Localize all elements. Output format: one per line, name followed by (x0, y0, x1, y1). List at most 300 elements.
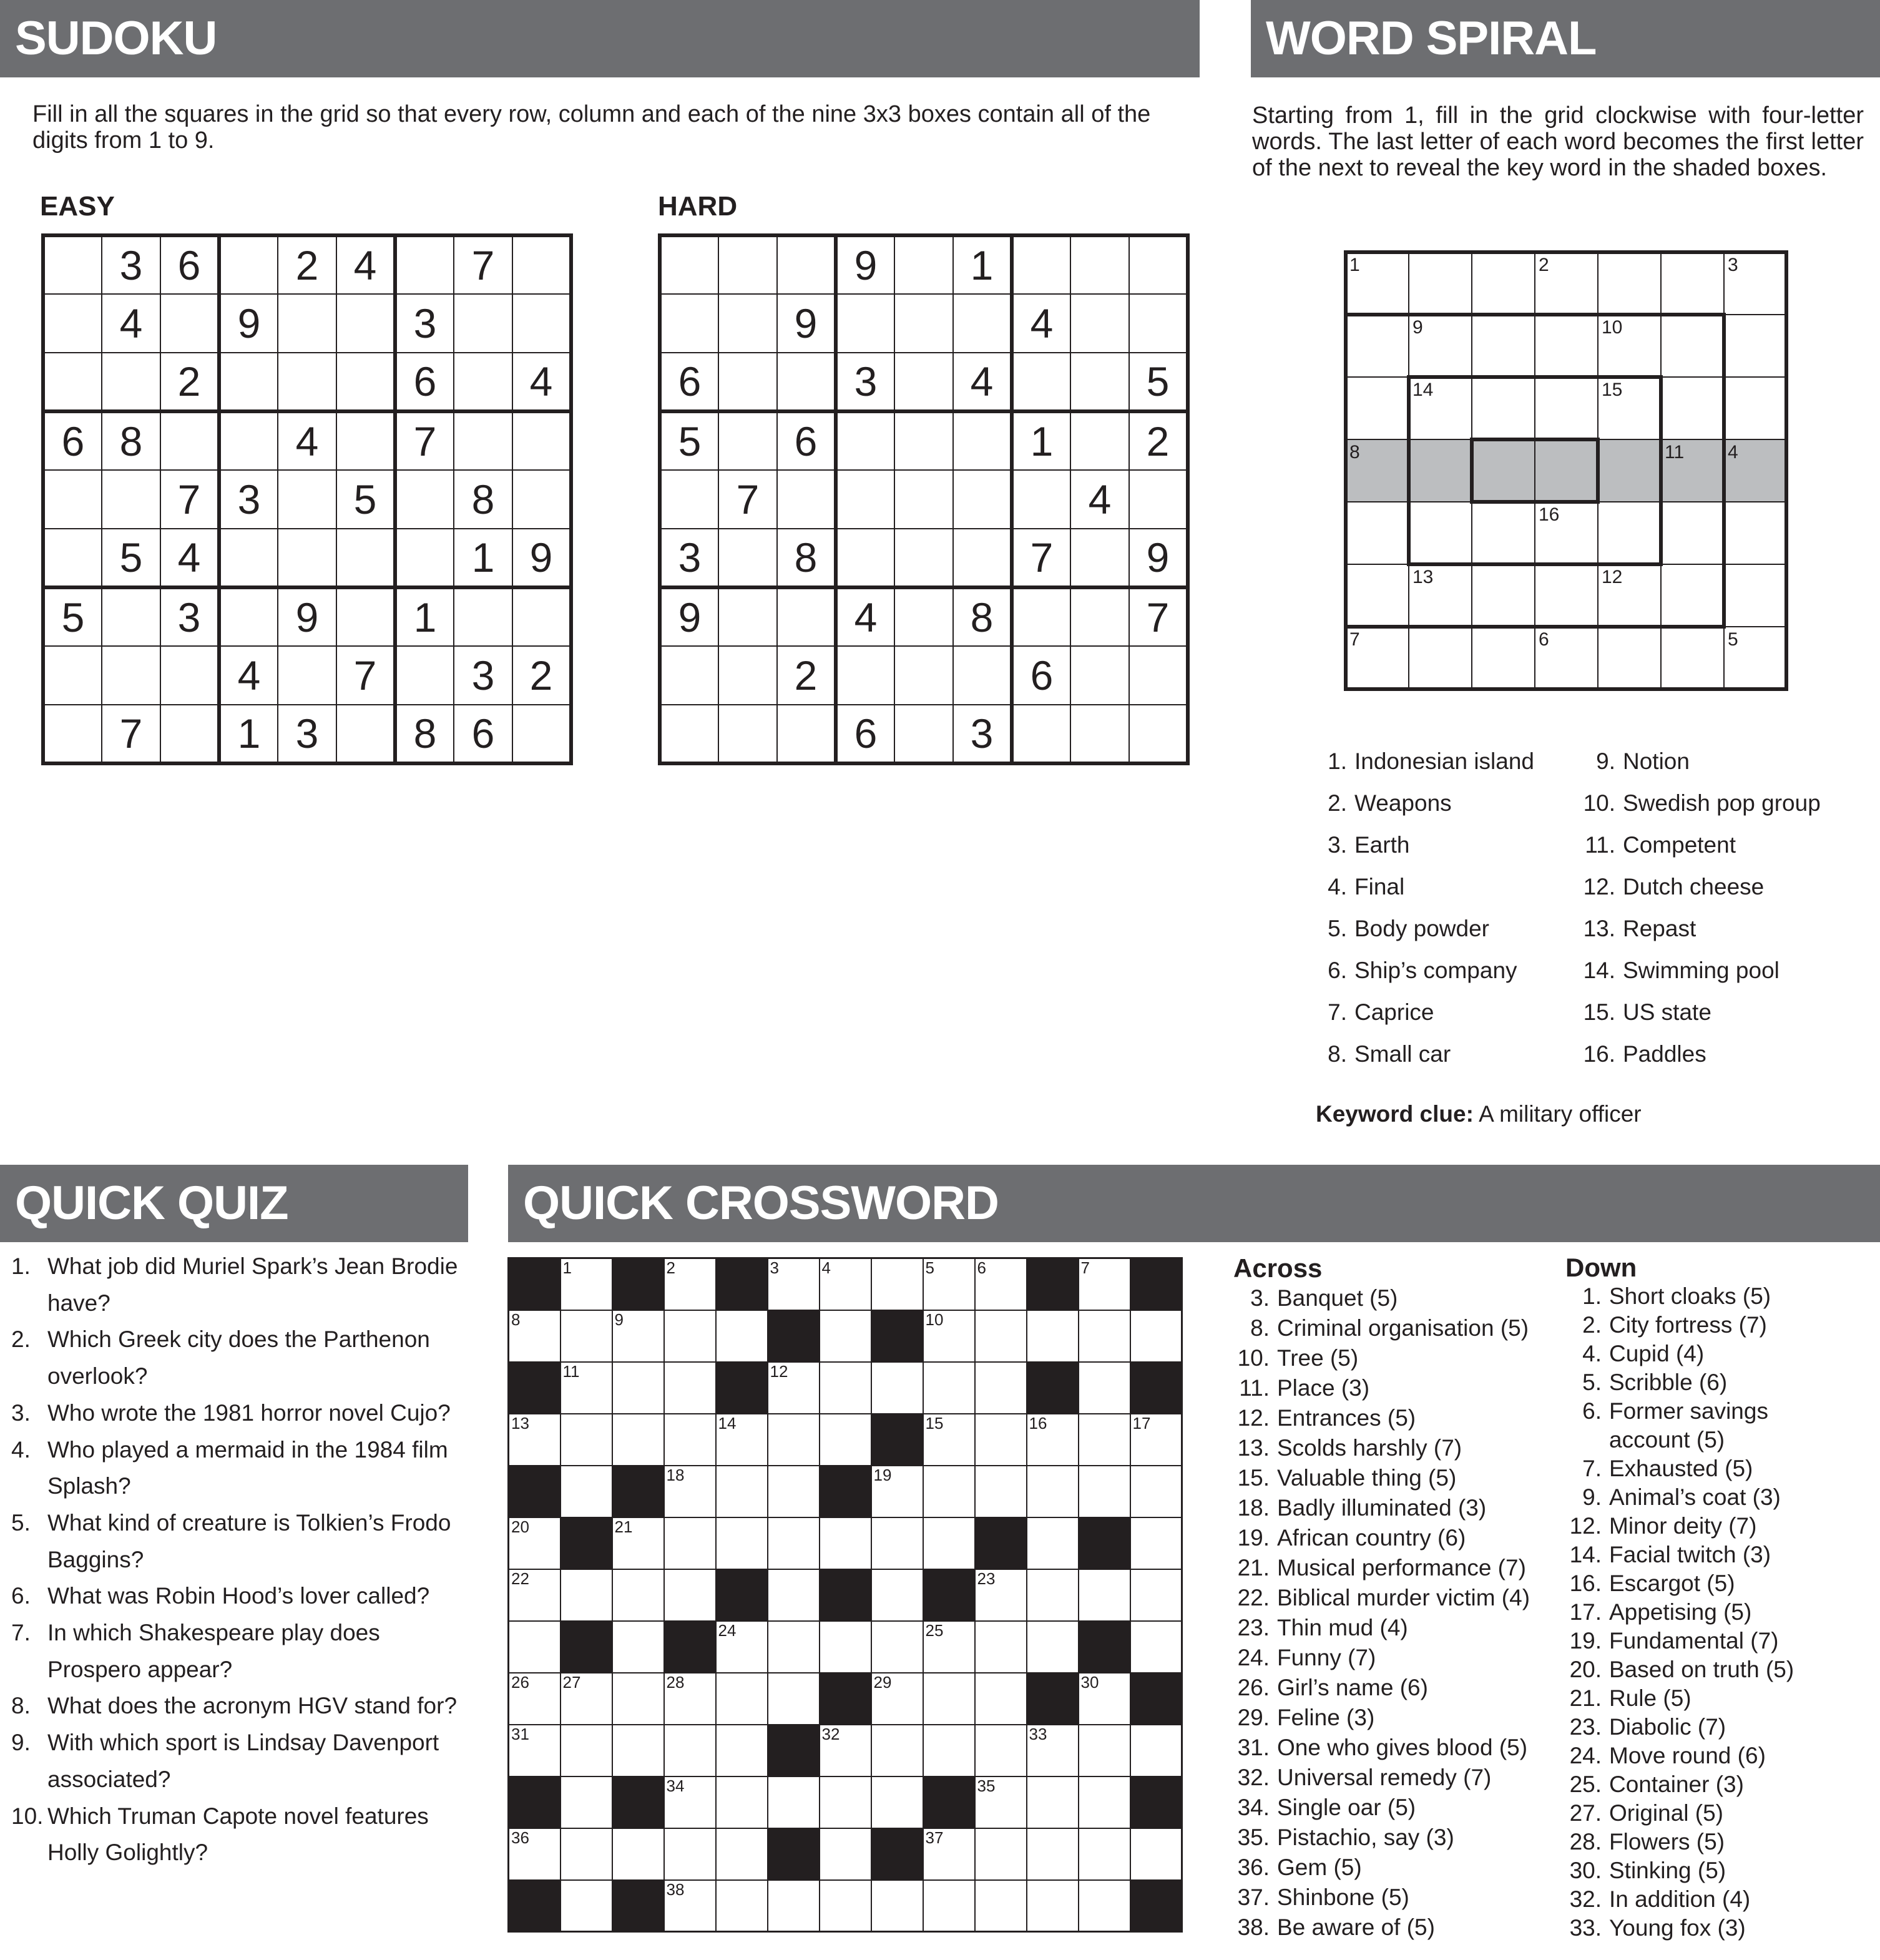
crossword-cell[interactable] (1130, 1466, 1182, 1517)
sudoku-cell[interactable]: 3 (160, 587, 219, 646)
sudoku-cell[interactable] (660, 294, 718, 353)
sudoku-cell[interactable]: 6 (777, 411, 836, 470)
crossword-cell[interactable] (1079, 1258, 1130, 1310)
sudoku-cell[interactable]: 3 (395, 294, 454, 353)
crossword-cell[interactable] (509, 1414, 561, 1466)
sudoku-cell[interactable] (836, 411, 894, 470)
crossword-cell[interactable] (820, 1258, 871, 1310)
sudoku-cell[interactable] (1070, 411, 1129, 470)
sudoku-cell[interactable] (1070, 294, 1129, 353)
crossword-cell[interactable] (1130, 1725, 1182, 1776)
crossword-cell[interactable] (1079, 1414, 1130, 1466)
crossword-cell[interactable] (923, 1725, 975, 1776)
crossword-cell[interactable] (975, 1362, 1027, 1414)
crossword-cell[interactable] (871, 1621, 923, 1673)
crossword-cell[interactable] (561, 1673, 612, 1725)
sudoku-cell[interactable] (219, 529, 278, 587)
crossword-cell[interactable] (612, 1569, 664, 1621)
sudoku-cell[interactable] (454, 353, 512, 411)
crossword-cell[interactable] (1027, 1466, 1079, 1517)
crossword-cell[interactable] (509, 1828, 561, 1880)
crossword-cell[interactable] (1027, 1725, 1079, 1776)
sudoku-cell[interactable]: 1 (219, 705, 278, 763)
crossword-cell[interactable] (820, 1414, 871, 1466)
crossword-cell[interactable] (975, 1621, 1027, 1673)
crossword-cell[interactable] (768, 1362, 820, 1414)
sudoku-cell[interactable]: 4 (336, 235, 395, 294)
sudoku-cell[interactable] (953, 411, 1012, 470)
sudoku-cell[interactable]: 3 (836, 353, 894, 411)
sudoku-cell[interactable]: 7 (395, 411, 454, 470)
crossword-cell[interactable] (664, 1776, 716, 1828)
crossword-cell[interactable] (561, 1466, 612, 1517)
crossword-cell[interactable] (612, 1725, 664, 1776)
crossword-cell[interactable] (612, 1517, 664, 1569)
down-clue (1565, 1914, 1828, 1943)
sudoku-cell[interactable] (395, 646, 454, 705)
sudoku-cell[interactable] (1129, 470, 1188, 529)
sudoku-cell[interactable] (336, 529, 395, 587)
sudoku-cell[interactable] (836, 470, 894, 529)
sudoku-cell[interactable]: 8 (953, 587, 1012, 646)
crossword-cell[interactable] (664, 1414, 716, 1466)
sudoku-cell[interactable] (160, 294, 219, 353)
sudoku-cell[interactable] (395, 235, 454, 294)
crossword-cell[interactable] (975, 1310, 1027, 1362)
crossword-cell[interactable] (975, 1673, 1027, 1725)
sudoku-cell[interactable]: 1 (395, 587, 454, 646)
sudoku-cell[interactable]: 2 (512, 646, 571, 705)
sudoku-cell[interactable]: 1 (1012, 411, 1070, 470)
crossword-cell[interactable] (664, 1310, 716, 1362)
sudoku-cell[interactable] (102, 470, 160, 529)
sudoku-cell[interactable]: 3 (454, 646, 512, 705)
sudoku-cell[interactable] (395, 470, 454, 529)
sudoku-cell[interactable] (102, 587, 160, 646)
crossword-cell[interactable] (923, 1621, 975, 1673)
crossword-cell[interactable] (871, 1776, 923, 1828)
crossword-cell[interactable] (768, 1776, 820, 1828)
sudoku-cell[interactable] (660, 646, 718, 705)
sudoku-cell[interactable] (1070, 235, 1129, 294)
sudoku-cell[interactable] (336, 705, 395, 763)
sudoku-cell[interactable] (219, 353, 278, 411)
sudoku-cell[interactable] (43, 294, 102, 353)
sudoku-cell[interactable] (219, 587, 278, 646)
crossword-cell[interactable] (1130, 1517, 1182, 1569)
crossword-cell[interactable] (664, 1725, 716, 1776)
sudoku-cell[interactable]: 7 (102, 705, 160, 763)
sudoku-cell[interactable]: 2 (777, 646, 836, 705)
crossword-cell[interactable] (975, 1725, 1027, 1776)
crossword-cell[interactable] (923, 1258, 975, 1310)
sudoku-cell[interactable]: 5 (43, 587, 102, 646)
sudoku-cell[interactable]: 6 (43, 411, 102, 470)
crossword-cell[interactable] (1027, 1569, 1079, 1621)
sudoku-cell[interactable]: 9 (278, 587, 336, 646)
crossword-cell[interactable] (1027, 1828, 1079, 1880)
sudoku-cell[interactable] (43, 705, 102, 763)
crossword-cell[interactable] (509, 1569, 561, 1621)
crossword-cell[interactable] (1027, 1880, 1079, 1932)
crossword-cell[interactable] (923, 1673, 975, 1725)
sudoku-cell[interactable]: 1 (454, 529, 512, 587)
sudoku-cell[interactable]: 9 (1129, 529, 1188, 587)
crossword-cell[interactable] (561, 1828, 612, 1880)
sudoku-cell[interactable] (660, 470, 718, 529)
sudoku-cell[interactable]: 9 (777, 294, 836, 353)
crossword-cell[interactable] (716, 1725, 768, 1776)
crossword-cell[interactable] (612, 1414, 664, 1466)
sudoku-cell[interactable]: 7 (1012, 529, 1070, 587)
sudoku-cell[interactable] (718, 705, 777, 763)
crossword-cell[interactable] (923, 1828, 975, 1880)
sudoku-cell[interactable]: 7 (718, 470, 777, 529)
sudoku-cell[interactable]: 6 (454, 705, 512, 763)
crossword-cell[interactable] (664, 1517, 716, 1569)
sudoku-cell[interactable] (777, 353, 836, 411)
crossword-cell[interactable] (561, 1362, 612, 1414)
crossword-cell[interactable] (1027, 1517, 1079, 1569)
sudoku-cell[interactable] (894, 470, 953, 529)
crossword-cell[interactable] (1027, 1310, 1079, 1362)
crossword-cell[interactable] (975, 1569, 1027, 1621)
crossword-cell[interactable] (768, 1466, 820, 1517)
sudoku-cell[interactable] (894, 353, 953, 411)
sudoku-cell[interactable] (1012, 470, 1070, 529)
sudoku-cell[interactable] (894, 529, 953, 587)
sudoku-cell[interactable] (512, 705, 571, 763)
sudoku-cell[interactable] (718, 411, 777, 470)
crossword-cell[interactable] (768, 1569, 820, 1621)
sudoku-cell[interactable] (1070, 353, 1129, 411)
across-clue (1233, 1553, 1530, 1583)
crossword-cell[interactable] (612, 1621, 664, 1673)
sudoku-cell[interactable] (660, 235, 718, 294)
crossword-cell[interactable] (664, 1880, 716, 1932)
sudoku-cell[interactable] (102, 646, 160, 705)
sudoku-cell[interactable]: 8 (102, 411, 160, 470)
clue-number-label: 21 (614, 1517, 633, 1536)
sudoku-cell[interactable] (1012, 705, 1070, 763)
sudoku-cell[interactable] (1129, 294, 1188, 353)
crossword-cell[interactable] (612, 1310, 664, 1362)
crossword-cell[interactable] (768, 1258, 820, 1310)
sudoku-cell[interactable]: 2 (278, 235, 336, 294)
crossword-cell[interactable] (716, 1776, 768, 1828)
sudoku-cell[interactable]: 7 (454, 235, 512, 294)
sudoku-cell[interactable] (43, 235, 102, 294)
sudoku-cell[interactable]: 4 (1012, 294, 1070, 353)
crossword-cell[interactable] (1079, 1310, 1130, 1362)
sudoku-cell[interactable]: 6 (836, 705, 894, 763)
crossword-cell[interactable] (820, 1725, 871, 1776)
sudoku-cell[interactable]: 9 (512, 529, 571, 587)
sudoku-cell[interactable] (336, 587, 395, 646)
sudoku-cell[interactable] (102, 353, 160, 411)
sudoku-cell[interactable]: 9 (836, 235, 894, 294)
sudoku-cell[interactable] (512, 235, 571, 294)
sudoku-cell[interactable]: 3 (219, 470, 278, 529)
sudoku-cell[interactable] (512, 470, 571, 529)
crossword-cell[interactable] (1079, 1466, 1130, 1517)
sudoku-cell[interactable] (718, 587, 777, 646)
sudoku-cell[interactable] (777, 587, 836, 646)
sudoku-cell[interactable]: 4 (512, 353, 571, 411)
crossword-cell[interactable] (664, 1466, 716, 1517)
crossword-cell[interactable] (820, 1828, 871, 1880)
crossword-cell[interactable] (716, 1466, 768, 1517)
crossword-cell[interactable] (1079, 1725, 1130, 1776)
sudoku-cell[interactable]: 4 (1070, 470, 1129, 529)
sudoku-cell[interactable] (777, 470, 836, 529)
sudoku-cell[interactable]: 9 (219, 294, 278, 353)
sudoku-cell[interactable] (336, 353, 395, 411)
sudoku-cell[interactable] (894, 646, 953, 705)
sudoku-cell[interactable] (1129, 646, 1188, 705)
sudoku-cell[interactable]: 7 (336, 646, 395, 705)
sudoku-cell[interactable] (512, 294, 571, 353)
crossword-cell[interactable] (820, 1880, 871, 1932)
sudoku-cell[interactable]: 9 (660, 587, 718, 646)
crossword-cell[interactable] (664, 1569, 716, 1621)
crossword-cell[interactable] (923, 1466, 975, 1517)
crossword-cell[interactable] (561, 1258, 612, 1310)
sudoku-cell[interactable]: 8 (454, 470, 512, 529)
sudoku-cell[interactable] (894, 294, 953, 353)
sudoku-cell[interactable] (278, 646, 336, 705)
crossword-cell[interactable] (871, 1517, 923, 1569)
sudoku-cell[interactable] (1012, 235, 1070, 294)
crossword-cell[interactable] (1130, 1828, 1182, 1880)
sudoku-cell[interactable] (454, 587, 512, 646)
crossword-cell[interactable] (612, 1362, 664, 1414)
sudoku-cell[interactable]: 6 (395, 353, 454, 411)
sudoku-cell[interactable] (43, 529, 102, 587)
crossword-cell[interactable] (871, 1466, 923, 1517)
crossword-cell[interactable] (1079, 1569, 1130, 1621)
sudoku-cell[interactable] (336, 411, 395, 470)
sudoku-cell[interactable] (1070, 529, 1129, 587)
crossword-cell[interactable] (664, 1828, 716, 1880)
sudoku-cell[interactable] (336, 294, 395, 353)
sudoku-cell[interactable]: 2 (160, 353, 219, 411)
sudoku-cell[interactable] (894, 705, 953, 763)
crossword-cell[interactable] (716, 1517, 768, 1569)
sudoku-cell[interactable] (894, 587, 953, 646)
crossword-cell[interactable] (612, 1828, 664, 1880)
crossword-cell[interactable] (923, 1414, 975, 1466)
sudoku-cell[interactable]: 5 (1129, 353, 1188, 411)
crossword-cell[interactable] (1079, 1362, 1130, 1414)
sudoku-cell[interactable] (1129, 235, 1188, 294)
crossword-cell[interactable] (975, 1776, 1027, 1828)
sudoku-cell[interactable] (1129, 705, 1188, 763)
sudoku-cell[interactable] (1012, 587, 1070, 646)
crossword-cell[interactable] (561, 1310, 612, 1362)
sudoku-cell[interactable] (278, 529, 336, 587)
sudoku-cell[interactable] (1070, 646, 1129, 705)
sudoku-cell[interactable]: 3 (102, 235, 160, 294)
crossword-cell[interactable] (820, 1362, 871, 1414)
sudoku-cell[interactable] (836, 529, 894, 587)
sudoku-cell[interactable]: 4 (953, 353, 1012, 411)
sudoku-cell[interactable] (777, 705, 836, 763)
crossword-cell[interactable] (820, 1517, 871, 1569)
crossword-cell[interactable] (768, 1621, 820, 1673)
sudoku-cell[interactable]: 6 (160, 235, 219, 294)
sudoku-cell[interactable] (836, 646, 894, 705)
crossword-cell[interactable] (716, 1414, 768, 1466)
crossword-cell[interactable] (975, 1880, 1027, 1932)
crossword-cell[interactable] (664, 1258, 716, 1310)
sudoku-cell[interactable]: 7 (1129, 587, 1188, 646)
sudoku-cell[interactable]: 4 (160, 529, 219, 587)
crossword-cell[interactable] (1079, 1776, 1130, 1828)
crossword-cell[interactable] (975, 1258, 1027, 1310)
crossword-cell[interactable] (561, 1569, 612, 1621)
crossword-cell[interactable] (1130, 1621, 1182, 1673)
crossword-cell[interactable] (923, 1517, 975, 1569)
sudoku-cell[interactable]: 8 (777, 529, 836, 587)
sudoku-cell[interactable]: 1 (953, 235, 1012, 294)
sudoku-cell[interactable] (718, 529, 777, 587)
sudoku-cell[interactable] (454, 294, 512, 353)
sudoku-cell[interactable] (512, 411, 571, 470)
sudoku-cell[interactable] (160, 411, 219, 470)
sudoku-cell[interactable]: 3 (953, 705, 1012, 763)
crossword-cell[interactable] (561, 1414, 612, 1466)
sudoku-cell[interactable]: 4 (836, 587, 894, 646)
sudoku-cell[interactable] (1070, 587, 1129, 646)
sudoku-cell[interactable]: 3 (660, 529, 718, 587)
sudoku-cell[interactable] (718, 353, 777, 411)
sudoku-cell[interactable]: 5 (660, 411, 718, 470)
sudoku-cell[interactable] (718, 235, 777, 294)
crossword-cell[interactable] (923, 1310, 975, 1362)
sudoku-cell[interactable]: 6 (1012, 646, 1070, 705)
sudoku-cell[interactable] (953, 294, 1012, 353)
sudoku-cell[interactable] (953, 529, 1012, 587)
sudoku-cell[interactable] (953, 646, 1012, 705)
crossword-cell[interactable] (923, 1362, 975, 1414)
sudoku-cell[interactable]: 2 (1129, 411, 1188, 470)
crossword-cell[interactable] (1130, 1414, 1182, 1466)
crossword-cell[interactable] (509, 1725, 561, 1776)
crossword-cell[interactable] (509, 1621, 561, 1673)
sudoku-cell[interactable] (278, 353, 336, 411)
sudoku-cell[interactable]: 4 (278, 411, 336, 470)
sudoku-cell[interactable]: 5 (102, 529, 160, 587)
crossword-cell[interactable] (871, 1880, 923, 1932)
sudoku-cell[interactable] (160, 705, 219, 763)
crossword-cell[interactable] (768, 1673, 820, 1725)
crossword-cell[interactable] (561, 1725, 612, 1776)
crossword-cell[interactable] (716, 1880, 768, 1932)
sudoku-cell[interactable] (953, 470, 1012, 529)
crossword-cell[interactable] (1130, 1569, 1182, 1621)
crossword-cell[interactable] (509, 1310, 561, 1362)
crossword-cell[interactable] (923, 1880, 975, 1932)
sudoku-cell[interactable] (1070, 705, 1129, 763)
sudoku-cell[interactable]: 4 (219, 646, 278, 705)
sudoku-cell[interactable]: 4 (102, 294, 160, 353)
sudoku-cell[interactable] (395, 529, 454, 587)
sudoku-cell[interactable] (454, 411, 512, 470)
clue-text: Based on truth (5) (1609, 1657, 1794, 1682)
crossword-cell[interactable] (664, 1673, 716, 1725)
crossword-cell[interactable] (975, 1466, 1027, 1517)
crossword-cell[interactable] (1027, 1414, 1079, 1466)
crossword-cell[interactable] (716, 1673, 768, 1725)
crossword-cell[interactable] (768, 1880, 820, 1932)
sudoku-cell[interactable] (278, 294, 336, 353)
crossword-cell[interactable] (871, 1569, 923, 1621)
crossword-cell[interactable] (1027, 1776, 1079, 1828)
sudoku-cell[interactable]: 8 (395, 705, 454, 763)
crossword-cell[interactable] (716, 1621, 768, 1673)
crossword-cell[interactable] (975, 1414, 1027, 1466)
sudoku-cell[interactable] (219, 235, 278, 294)
sudoku-cell[interactable] (43, 353, 102, 411)
sudoku-cell[interactable] (660, 705, 718, 763)
crossword-cell[interactable] (820, 1776, 871, 1828)
sudoku-cell[interactable]: 7 (160, 470, 219, 529)
sudoku-cell[interactable] (160, 646, 219, 705)
crossword-cell[interactable] (975, 1828, 1027, 1880)
sudoku-cell[interactable] (278, 470, 336, 529)
sudoku-cell[interactable] (836, 294, 894, 353)
crossword-cell[interactable] (509, 1517, 561, 1569)
sudoku-cell[interactable] (718, 646, 777, 705)
sudoku-cell[interactable] (718, 294, 777, 353)
crossword-cell[interactable] (561, 1880, 612, 1932)
crossword-cell[interactable] (871, 1673, 923, 1725)
sudoku-cell[interactable] (43, 646, 102, 705)
sudoku-cell[interactable] (219, 411, 278, 470)
crossword-cell[interactable] (871, 1258, 923, 1310)
crossword-cell[interactable] (1027, 1621, 1079, 1673)
sudoku-cell[interactable] (512, 587, 571, 646)
crossword-cell[interactable] (820, 1621, 871, 1673)
crossword-cell[interactable] (612, 1673, 664, 1725)
crossword-cell[interactable] (820, 1310, 871, 1362)
crossword-cell[interactable] (716, 1310, 768, 1362)
crossword-cell[interactable] (664, 1362, 716, 1414)
crossword-cell[interactable] (1079, 1880, 1130, 1932)
sudoku-cell[interactable]: 6 (660, 353, 718, 411)
crossword-cell[interactable] (871, 1725, 923, 1776)
crossword-cell[interactable] (1079, 1673, 1130, 1725)
crossword-cell[interactable] (1130, 1310, 1182, 1362)
sudoku-cell[interactable]: 5 (336, 470, 395, 529)
crossword-cell[interactable] (871, 1362, 923, 1414)
crossword-cell[interactable] (768, 1414, 820, 1466)
crossword-cell[interactable] (768, 1517, 820, 1569)
sudoku-cell[interactable] (1012, 353, 1070, 411)
sudoku-cell[interactable] (894, 411, 953, 470)
sudoku-cell[interactable] (894, 235, 953, 294)
crossword-cell[interactable] (716, 1828, 768, 1880)
crossword-cell[interactable] (509, 1673, 561, 1725)
crossword-cell[interactable] (1079, 1828, 1130, 1880)
sudoku-cell[interactable] (777, 235, 836, 294)
question-text: What was Robin Hood’s lover called? (47, 1583, 430, 1609)
crossword-cell[interactable] (561, 1776, 612, 1828)
across-clue (1233, 1643, 1530, 1673)
sudoku-cell[interactable] (43, 470, 102, 529)
sudoku-cell[interactable]: 3 (278, 705, 336, 763)
